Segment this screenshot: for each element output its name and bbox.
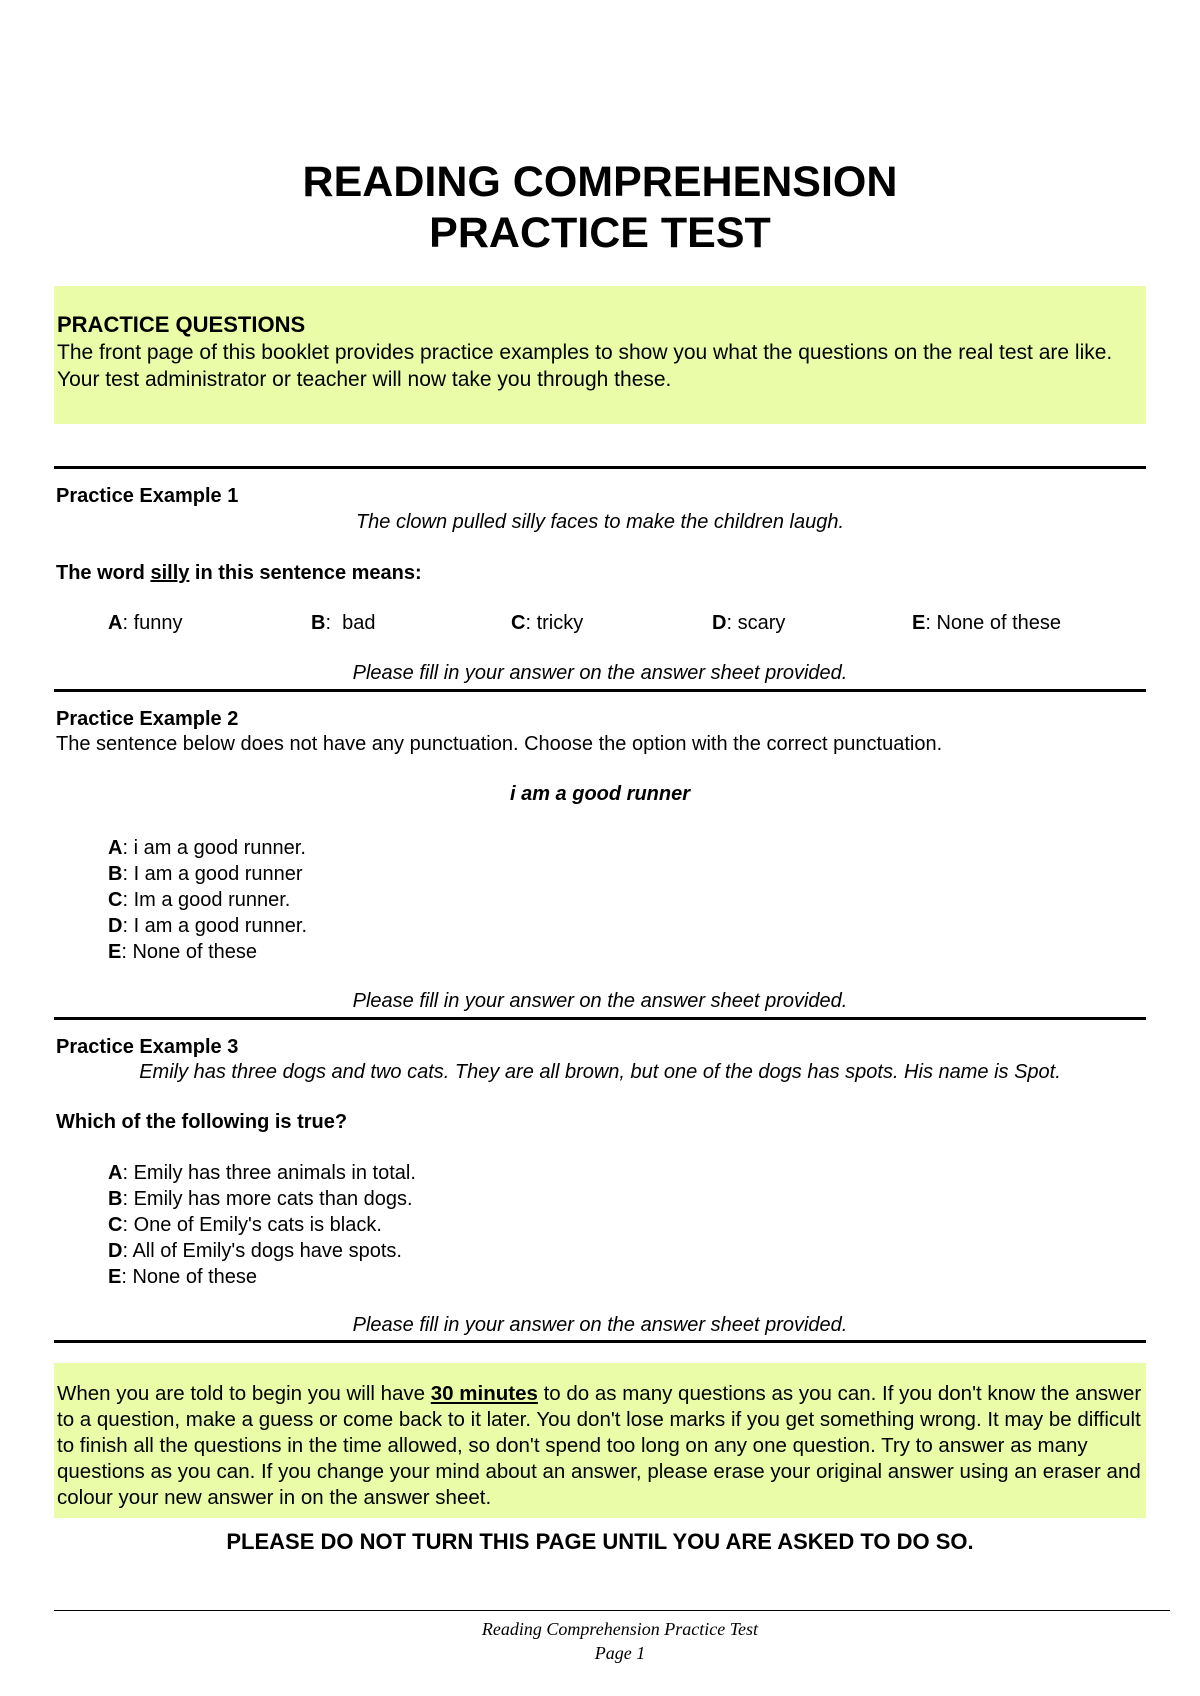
example-1-option-e[interactable] — [912, 610, 1061, 636]
option-letter: C — [108, 889, 123, 911]
option-text: : Emily has three animals in total. — [122, 1162, 416, 1184]
section-divider — [54, 466, 1146, 469]
option-letter: A — [108, 1162, 123, 1184]
example-1-question — [56, 561, 422, 585]
option-letter: E — [912, 612, 926, 634]
option-text: : All of Emily's dogs have spots. — [122, 1240, 402, 1262]
example-2-option-c[interactable] — [108, 887, 307, 913]
option-letter: B — [108, 863, 123, 885]
option-text: : I am a good runner — [122, 863, 303, 885]
example-1-fill-note: Please fill in your answer on the answer sheet provided. — [352, 662, 848, 684]
example-1-question-word: silly — [150, 562, 190, 584]
example-3-sentence: Emily has three dogs and two cats. They are all brown, but one of the dogs has spots. His name is Spot. — [139, 1061, 1061, 1083]
option-letter: D — [108, 1240, 123, 1262]
example-3-option-c[interactable] — [108, 1212, 416, 1238]
section-divider — [54, 1017, 1146, 1020]
example-3-options — [108, 1160, 416, 1290]
example-1-option-d[interactable] — [712, 610, 785, 636]
option-letter: B — [311, 612, 326, 634]
example-3-question: Which of the following is true? — [56, 1111, 348, 1133]
example-1-question-pre: The word — [56, 562, 151, 584]
example-2-sentence: i am a good runner — [509, 783, 691, 805]
option-letter: B — [108, 1188, 123, 1210]
do-not-turn-warning: PLEASE DO NOT TURN THIS PAGE UNTIL YOU ARE ASKED TO DO SO. — [226, 1529, 974, 1554]
example-1-options — [0, 610, 1200, 636]
page-title-line-2: PRACTICE TEST — [429, 209, 771, 257]
option-text: : None of these — [925, 612, 1061, 634]
option-letter: E — [108, 941, 122, 963]
option-text: : I am a good runner. — [122, 915, 308, 937]
option-letter: E — [108, 1266, 122, 1288]
option-letter: A — [108, 837, 123, 859]
example-1-option-a[interactable] — [108, 610, 183, 636]
option-text: : scary — [726, 612, 786, 634]
option-letter: D — [712, 612, 727, 634]
option-text: : One of Emily's cats is black. — [122, 1214, 382, 1236]
option-letter: C — [511, 612, 526, 634]
example-3-option-d[interactable] — [108, 1238, 416, 1264]
option-text: : tricky — [525, 612, 584, 634]
practice-questions-box — [54, 286, 1146, 424]
option-text: : None of these — [121, 1266, 257, 1288]
option-text: : Emily has more cats than dogs. — [122, 1188, 413, 1210]
footer-page-number: Page 1 — [594, 1643, 646, 1663]
footer-doc-title: Reading Comprehension Practice Test — [481, 1619, 759, 1639]
example-1-option-b[interactable] — [311, 610, 376, 636]
section-divider — [54, 689, 1146, 692]
option-letter: A — [108, 612, 123, 634]
example-2-instruction: The sentence below does not have any punctuation. Choose the option with the correct punctuation. — [56, 733, 943, 755]
instructions-box — [54, 1363, 1146, 1518]
example-3-option-e[interactable] — [108, 1264, 416, 1290]
example-3-option-b[interactable] — [108, 1186, 416, 1212]
time-limit: 30 minutes — [430, 1382, 538, 1405]
example-2-option-b[interactable] — [108, 861, 307, 887]
instructions-text-post: to do as many questions as you can. If you don't know the answer to a question, make a guess or come back to it later. You don't lose marks if you get something wrong. It may be difficult to finish all the questions in the time allowed, so don't spend too long on any one question. Try to answer as many questions as you can. If you change your mind about an answer, please erase your original answer using an eraser and colour your new answer in on the answer sheet. — [57, 1382, 1142, 1509]
option-letter: D — [108, 915, 123, 937]
example-2-fill-note: Please fill in your answer on the answer sheet provided. — [352, 990, 848, 1012]
example-1-heading: Practice Example 1 — [56, 485, 239, 507]
example-2-heading: Practice Example 2 — [56, 708, 239, 730]
footer-divider — [54, 1610, 1170, 1611]
example-3-option-a[interactable] — [108, 1160, 416, 1186]
example-3-heading: Practice Example 3 — [56, 1036, 239, 1058]
example-2-options — [108, 835, 307, 965]
page-title-line-1: READING COMPREHENSION — [302, 158, 898, 206]
option-text: : Im a good runner. — [122, 889, 291, 911]
option-text: : i am a good runner. — [122, 837, 306, 859]
option-text: : bad — [325, 612, 376, 634]
example-3-fill-note: Please fill in your answer on the answer sheet provided. — [352, 1314, 848, 1336]
example-1-sentence: The clown pulled silly faces to make the children laugh. — [355, 511, 845, 533]
practice-questions-heading: PRACTICE QUESTIONS — [57, 312, 306, 337]
example-2-option-a[interactable] — [108, 835, 307, 861]
example-1-question-post: in this sentence means: — [189, 562, 422, 584]
section-divider — [54, 1340, 1146, 1343]
option-letter: C — [108, 1214, 123, 1236]
option-text: : None of these — [121, 941, 257, 963]
practice-questions-body: The front page of this booklet provides practice examples to show you what the questions on the real test are like. Your test administrator or teacher will now take you through these. — [57, 341, 1113, 391]
example-2-option-d[interactable] — [108, 913, 307, 939]
example-2-option-e[interactable] — [108, 939, 307, 965]
instructions-text-pre: When you are told to begin you will have — [57, 1382, 431, 1405]
example-1-option-c[interactable] — [511, 610, 583, 636]
option-text: : funny — [122, 612, 183, 634]
